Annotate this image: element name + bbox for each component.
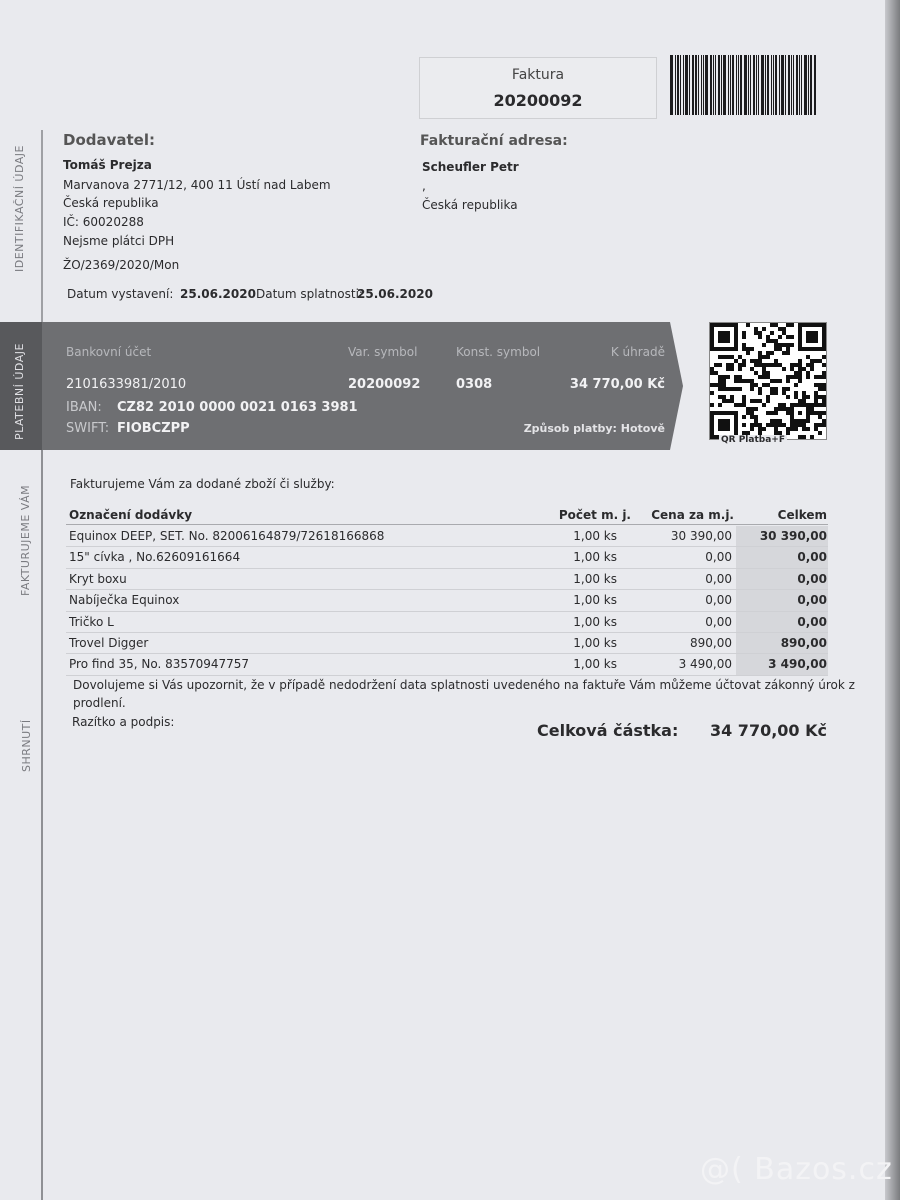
supplier-license: ŽO/2369/2020/Mon — [63, 258, 180, 272]
col-item-name: Označení dodávky — [69, 508, 193, 522]
swift-value: FIOBCZPP — [117, 421, 190, 436]
barcode-bar — [689, 55, 690, 115]
item-unit-price: 0,00 — [705, 593, 732, 608]
supplier-vat-note: Nejsme plátci DPH — [63, 234, 175, 248]
due-label: Datum splatnosti: — [256, 287, 363, 301]
row-divider — [66, 546, 828, 547]
barcode-bar — [705, 55, 708, 115]
item-name: 15" cívka , No.62609161664 — [69, 550, 241, 565]
barcode-bar — [715, 55, 716, 115]
col-const-symbol: Konst. symbol — [456, 345, 541, 359]
supplier-name: Tomáš Prejza — [63, 158, 152, 172]
barcode-bar — [788, 55, 790, 115]
item-total: 890,00 — [780, 636, 827, 650]
sidebar-label-identification: IDENTIFIKAČNÍ ÚDAJE — [13, 145, 26, 272]
barcode-bar — [771, 55, 772, 115]
barcode-bar — [685, 55, 688, 115]
row-divider — [66, 611, 828, 612]
barcode-bar — [680, 55, 681, 115]
amount-due: 34 770,00 Kč — [569, 377, 665, 392]
item-unit-price: 3 490,00 — [678, 657, 732, 672]
item-name: Equinox DEEP, SET. No. 82006164879/72618166868 — [69, 529, 385, 543]
grand-total: 34 770,00 Kč — [709, 721, 827, 740]
barcode-bar — [758, 55, 759, 115]
barcode-bar — [692, 55, 694, 115]
col-var-symbol: Var. symbol — [348, 345, 418, 359]
barcode-bar — [744, 55, 747, 115]
barcode-bar — [750, 55, 751, 115]
col-unit-price: Cena za m.j. — [651, 508, 734, 522]
barcode-bar — [670, 55, 673, 115]
item-qty: 1,00 ks — [573, 550, 617, 565]
const-symbol: 0308 — [456, 377, 493, 392]
item-total: 0,00 — [797, 571, 827, 586]
col-due: K úhradě — [610, 345, 665, 359]
barcode-bar — [791, 55, 792, 115]
item-total: 0,00 — [797, 593, 827, 608]
barcode-bar — [801, 55, 802, 115]
barcode-bar — [773, 55, 774, 115]
barcode-bar — [701, 55, 702, 115]
issued-label: Datum vystavení: — [67, 287, 174, 301]
page-shadow-edge — [885, 0, 900, 1200]
iban-label: IBAN: — [66, 400, 102, 415]
item-unit-price: 0,00 — [705, 614, 732, 629]
grand-total-label: Celková částka: — [537, 721, 679, 740]
late-payment-notice: Dovolujeme si Vás upozornit, že v případě nedodržení data splatnosti uvedeného na faktuře Vám můžeme účtovat zákonný úrok z — [73, 678, 855, 692]
items-intro: Fakturujeme Vám za dodané zboží či služby: — [70, 477, 335, 491]
item-qty: 1,00 ks — [573, 636, 617, 650]
barcode-bar — [781, 55, 784, 115]
billing-name: Scheufler Petr — [422, 160, 519, 174]
barcode-bar — [677, 55, 679, 115]
barcode-bar — [740, 55, 742, 115]
item-unit-price: 30 390,00 — [670, 529, 732, 543]
swift-label: SWIFT: — [66, 421, 110, 436]
row-divider — [66, 653, 828, 654]
payment-method: Způsob platby: Hotově — [523, 422, 665, 435]
barcode-bar — [698, 55, 699, 115]
billing-street: , — [422, 179, 426, 193]
qr-caption: QR Platba+F — [721, 435, 785, 445]
col-total: Celkem — [777, 508, 827, 522]
invoice-number-box — [419, 57, 657, 119]
item-total: 3 490,00 — [768, 657, 827, 672]
supplier-country: Česká republika — [63, 196, 159, 210]
var-symbol: 20200092 — [348, 377, 421, 392]
barcode-bar — [738, 55, 739, 115]
row-divider — [66, 632, 828, 633]
item-name: Trovel Digger — [69, 636, 149, 650]
item-total: 0,00 — [797, 614, 827, 629]
supplier-street: Marvanova 2771/12, 400 11 Ústí nad Labem — [63, 178, 331, 192]
row-divider — [66, 675, 828, 676]
item-qty: 1,00 ks — [573, 593, 617, 608]
barcode-bar — [723, 55, 726, 115]
barcode — [670, 55, 820, 115]
barcode-bar — [796, 55, 798, 115]
item-name: Nabíječka Equinox — [69, 593, 180, 608]
barcode-bar — [730, 55, 731, 115]
supplier-heading: Dodavatel: — [63, 131, 155, 149]
item-total: 30 390,00 — [759, 529, 827, 543]
qr-payment-code — [709, 322, 827, 440]
due-date: 25.06.2020 — [357, 287, 433, 301]
row-divider — [66, 568, 828, 569]
col-qty: Počet m. j. — [558, 508, 631, 522]
barcode-bar — [761, 55, 764, 115]
late-payment-notice-cont: prodlení. — [73, 696, 126, 710]
sidebar-label-payment: PLATEBNÍ ÚDAJE — [13, 343, 26, 440]
stamp-label: Razítko a podpis: — [72, 715, 175, 729]
barcode-bar — [775, 55, 777, 115]
barcode-bar — [703, 55, 704, 115]
barcode-bar — [675, 55, 676, 115]
item-qty: 1,00 ks — [573, 529, 617, 543]
sidebar-label-billing: FAKTURUJEME VÁM — [19, 484, 32, 596]
barcode-bar — [767, 55, 769, 115]
item-total: 0,00 — [797, 550, 827, 565]
billing-heading: Fakturační adresa: — [420, 133, 568, 149]
item-name: Kryt boxu — [69, 571, 127, 586]
barcode-bar — [710, 55, 712, 115]
item-qty: 1,00 ks — [573, 571, 617, 586]
billing-country: Česká republika — [422, 198, 518, 212]
barcode-bar — [765, 55, 766, 115]
barcode-bar — [793, 55, 794, 115]
item-unit-price: 0,00 — [705, 550, 732, 565]
header-divider — [66, 524, 828, 525]
barcode-bar — [753, 55, 755, 115]
bank-account: 2101633981/2010 — [66, 377, 187, 392]
row-divider — [66, 589, 828, 590]
barcode-bar — [756, 55, 757, 115]
item-unit-price: 890,00 — [690, 636, 732, 650]
item-name: Pro find 35, No. 83570947757 — [69, 657, 250, 672]
barcode-bar — [713, 55, 714, 115]
barcode-bar — [748, 55, 749, 115]
barcode-bar — [721, 55, 722, 115]
supplier-ico: IČ: 60020288 — [63, 215, 144, 229]
barcode-bar — [728, 55, 729, 115]
sidebar-label-summary: SHRNUTÍ — [20, 719, 33, 772]
invoice-number: 20200092 — [493, 91, 583, 110]
item-qty: 1,00 ks — [573, 657, 617, 672]
issued-date: 25.06.2020 — [180, 287, 256, 301]
barcode-bar — [814, 55, 816, 115]
barcode-bar — [799, 55, 800, 115]
barcode-bar — [785, 55, 786, 115]
qr-code-icon — [710, 323, 826, 439]
barcode-bar — [810, 55, 812, 115]
iban-value: CZ82 2010 0000 0021 0163 3981 — [117, 400, 358, 415]
item-unit-price: 0,00 — [705, 571, 732, 586]
item-qty: 1,00 ks — [573, 614, 617, 629]
barcode-bar — [683, 55, 684, 115]
barcode-bar — [695, 55, 697, 115]
sidebar-divider-lower — [41, 450, 43, 1200]
item-name: Tričko L — [69, 614, 114, 629]
bazos-watermark: @( Bazos.cz — [700, 1152, 893, 1187]
barcode-bar — [736, 55, 737, 115]
barcode-bar — [718, 55, 720, 115]
sidebar-divider — [41, 130, 43, 325]
barcode-bar — [804, 55, 807, 115]
barcode-bar — [808, 55, 809, 115]
barcode-bar — [779, 55, 780, 115]
invoice-label: Faktura — [511, 67, 565, 83]
col-account: Bankovní účet — [66, 345, 152, 359]
barcode-bar — [732, 55, 734, 115]
